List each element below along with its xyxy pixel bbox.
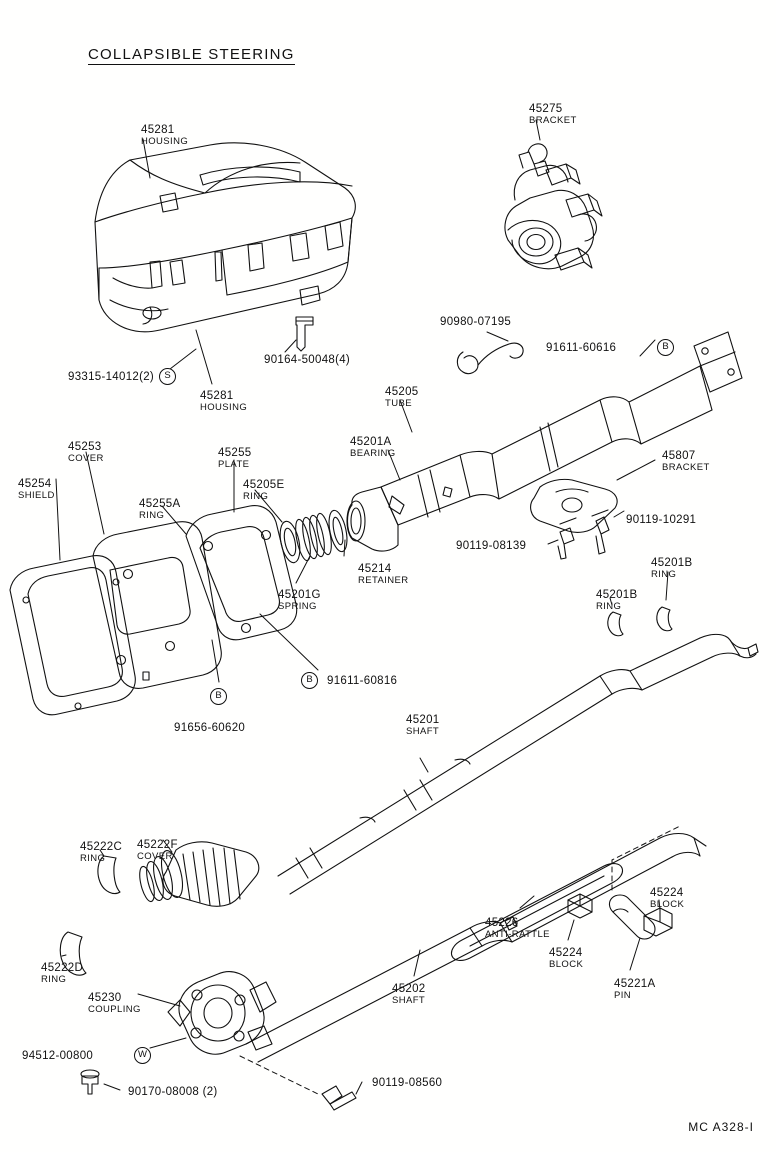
part-label-90119-10291 [626,514,696,527]
part-description: RING [651,568,677,580]
part-number: 45201G [278,589,321,601]
part-number: 45201B [596,589,638,601]
drawing-code: MC A328-I [688,1120,754,1134]
part-number: 45224 [650,887,684,899]
part-label-45201B-ring-left [596,589,637,613]
part-description: RING [596,600,622,612]
page-title: COLLAPSIBLE STEERING [88,46,295,63]
part-number: 90164-50048(4) [264,354,351,366]
symbol-sym-w-94512: W [134,1047,151,1064]
part-description: BRACKET [529,114,577,126]
part-label-45226-anti-rattle [485,917,550,941]
part-label-90164-50048 [264,354,350,367]
part-number: 45202 [392,983,426,995]
part-number: 45230 [88,992,122,1004]
part-description: RETAINER [358,574,409,586]
part-number: 45222F [137,839,178,851]
part-label-45255A-ring [139,498,180,522]
part-label-90980-07195 [440,316,511,329]
part-description: COUPLING [88,1003,141,1015]
part-label-93315-14012 [68,371,154,384]
part-description: SHIELD [18,489,55,501]
part-number: 45201A [350,436,392,448]
part-description: RING [139,509,165,521]
part-label-45201B-ring-right [651,557,692,581]
part-label-45222C-ring [80,841,122,865]
part-number: 45201 [406,714,440,726]
part-number: 45224 [549,947,583,959]
part-description: TUBE [385,397,412,409]
part-description: BLOCK [650,898,685,910]
part-number: 45222C [80,841,123,853]
part-label-45275-bracket [529,103,577,127]
part-number: 45281 [200,390,234,402]
part-label-90119-08139 [456,540,526,553]
part-number: 45214 [358,563,392,575]
part-label-45201G-spring [278,589,321,613]
symbol-sym-s-93315: S [159,368,176,385]
part-description: HOUSING [200,401,248,413]
part-number: 45205E [243,479,285,491]
part-number: 90170-08008 (2) [128,1086,218,1098]
part-label-45224-block-right [650,887,684,911]
part-label-45202-shaft [392,983,425,1007]
part-number: 45807 [662,450,696,462]
part-description: RING [243,490,269,502]
part-description: SHAFT [406,725,440,737]
part-description: BEARING [350,447,396,459]
part-label-45281-housing-bottom [200,390,247,414]
part-number: 93315-14012(2) [68,371,155,383]
part-label-91656-60620 [174,722,245,735]
part-description: COVER [137,850,173,862]
part-number: 45201B [651,557,693,569]
part-label-90170-08008 [128,1086,218,1099]
part-label-45807-bracket [662,450,710,474]
part-label-90119-08560 [372,1077,442,1090]
part-description: PIN [614,989,632,1001]
symbol-sym-b-91656-60620: B [210,688,227,705]
part-label-91611-60616 [546,342,616,355]
part-label-45221A-pin [614,978,655,1002]
part-number: 94512-00800 [22,1050,94,1062]
part-label-45205-tube [385,386,418,410]
part-number: 91611-60816 [327,675,398,687]
part-label-45281-housing-top [141,124,188,148]
part-label-45205E-ring [243,479,284,503]
part-number: 45226 [485,917,519,929]
part-description: BRACKET [662,461,710,473]
part-description: PLATE [218,458,250,470]
part-label-45253-cover [68,441,104,465]
part-number: 45281 [141,124,175,136]
part-description: RING [41,973,67,985]
part-description: SPRING [278,600,317,612]
part-description: ANTI-RATTLE [485,928,550,940]
part-number: 90119-08139 [456,540,527,552]
part-label-45201-shaft [406,714,439,738]
part-label-45222F-cover [137,839,178,863]
part-label-45222D-ring [41,962,83,986]
part-number: 45253 [68,441,102,453]
part-description: COVER [68,452,104,464]
part-number: 91611-60616 [546,342,617,354]
part-number: 45221A [614,978,656,990]
part-label-91611-60816 [327,675,397,688]
part-description: HOUSING [141,135,189,147]
part-number: 90980-07195 [440,316,512,328]
part-number: 45254 [18,478,52,490]
part-number: 45205 [385,386,419,398]
part-label-45214-retainer [358,563,409,587]
part-number: 45255 [218,447,252,459]
part-number: 45275 [529,103,563,115]
part-label-94512-00800 [22,1050,93,1063]
part-number: 45222D [41,962,84,974]
part-number: 90119-08560 [372,1077,443,1089]
part-label-45224-block-left [549,947,583,971]
part-label-45255-plate [218,447,251,471]
part-number: 91656-60620 [174,722,246,734]
symbol-sym-b-91611-60816: B [301,672,318,689]
part-label-45230-coupling [88,992,141,1016]
part-description: BLOCK [549,958,584,970]
symbol-sym-b-91611-60616: B [657,339,674,356]
part-label-45254-shield [18,478,55,502]
part-number: 45255A [139,498,181,510]
part-description: SHAFT [392,994,426,1006]
part-number: 90119-10291 [626,514,697,526]
part-description: RING [80,852,106,864]
part-label-45201A-bearing [350,436,396,460]
